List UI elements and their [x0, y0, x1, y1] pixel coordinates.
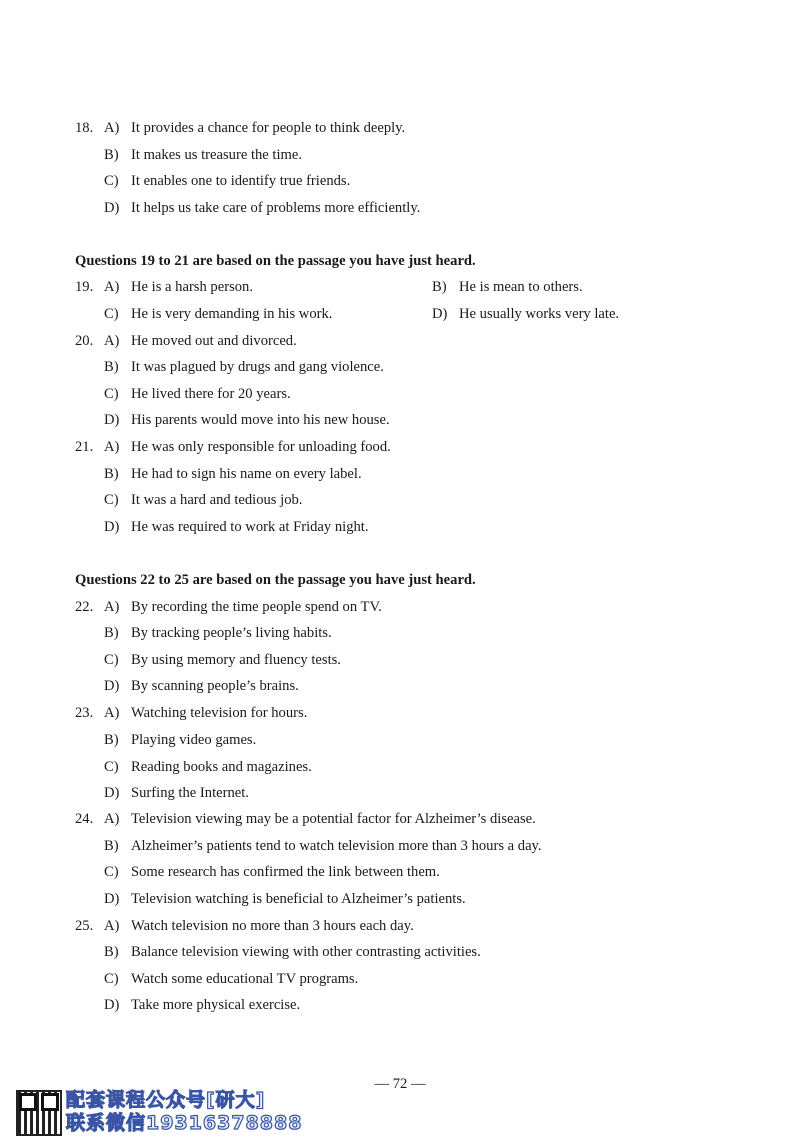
option-text: Watch some educational TV programs. [131, 971, 359, 987]
option-text: He lived there for 20 years. [131, 386, 291, 402]
option-text: He is mean to others. [459, 279, 583, 295]
qr-code-icon [16, 1090, 62, 1136]
option-text: Some research has confirmed the link between them. [131, 864, 440, 880]
option-text: He was required to work at Friday night. [131, 519, 369, 535]
page-number: — 72 — [374, 1076, 426, 1092]
option-text: By tracking people’s living habits. [131, 625, 332, 641]
option-letter: B) [104, 732, 119, 748]
option-letter: B) [104, 838, 119, 854]
option-text: He was only responsible for unloading food. [131, 439, 391, 455]
option-text: By recording the time people spend on TV. [131, 599, 382, 615]
option-letter: D) [104, 891, 120, 907]
option-text: Take more physical exercise. [131, 997, 301, 1013]
option-letter: A) [104, 811, 120, 827]
question-number: 25. [75, 918, 94, 934]
option-letter: C) [104, 386, 119, 402]
option-letter: A) [104, 599, 120, 615]
option-text: It helps us take care of problems more efficiently. [131, 200, 421, 216]
option-text: He moved out and divorced. [131, 333, 297, 349]
option-text: He is a harsh person. [131, 279, 253, 295]
option-letter: A) [104, 918, 120, 934]
option-text: Surfing the Internet. [131, 785, 249, 801]
option-letter: B) [104, 359, 119, 375]
option-text: Television viewing may be a potential factor for Alzheimer’s disease. [131, 811, 536, 827]
question-number: 23. [75, 705, 94, 721]
option-letter: D) [104, 200, 120, 216]
option-letter: A) [104, 333, 120, 349]
option-text: It was plagued by drugs and gang violence. [131, 359, 384, 375]
option-letter: D) [432, 306, 448, 322]
option-text: Watch television no more than 3 hours each day. [131, 918, 414, 934]
option-letter: C) [104, 652, 119, 668]
option-letter: C) [104, 492, 119, 508]
option-letter: A) [104, 705, 120, 721]
option-text: Television watching is beneficial to Alzheimer’s patients. [131, 891, 466, 907]
question-number: 24. [75, 811, 94, 827]
option-letter: D) [104, 519, 120, 535]
question-number: 20. [75, 333, 94, 349]
option-letter: C) [104, 864, 119, 880]
option-letter: B) [104, 147, 119, 163]
question-number: 21. [75, 439, 94, 455]
option-text: Balance television viewing with other contrasting activities. [131, 944, 481, 960]
section-heading-22-25: Questions 22 to 25 are based on the passage you have just heard. [75, 572, 476, 588]
option-text: It enables one to identify true friends. [131, 173, 351, 189]
option-text: He is very demanding in his work. [131, 306, 333, 322]
option-text: It makes us treasure the time. [131, 147, 303, 163]
question-number: 22. [75, 599, 94, 615]
question-number: 18. [75, 120, 94, 136]
option-letter: B) [104, 944, 119, 960]
option-letter: B) [432, 279, 447, 295]
option-letter: D) [104, 785, 120, 801]
option-letter: C) [104, 173, 119, 189]
option-text: It was a hard and tedious job. [131, 492, 303, 508]
option-letter: D) [104, 412, 120, 428]
option-letter: A) [104, 439, 120, 455]
option-text: By scanning people’s brains. [131, 678, 299, 694]
option-text: His parents would move into his new house. [131, 412, 390, 428]
section-heading-19-21: Questions 19 to 21 are based on the passage you have just heard. [75, 253, 476, 269]
option-letter: D) [104, 678, 120, 694]
watermark-line-2: 联系微信19316378888 [66, 1112, 303, 1134]
option-text: Playing video games. [131, 732, 257, 748]
option-letter: B) [104, 625, 119, 641]
option-letter: C) [104, 759, 119, 775]
option-text: By using memory and fluency tests. [131, 652, 341, 668]
option-text: Reading books and magazines. [131, 759, 312, 775]
option-letter: B) [104, 466, 119, 482]
option-letter: A) [104, 279, 120, 295]
option-text: He usually works very late. [459, 306, 620, 322]
option-text: It provides a chance for people to think deeply. [131, 120, 406, 136]
option-letter: A) [104, 120, 120, 136]
option-text: Watching television for hours. [131, 705, 308, 721]
watermark-line-1: 配套课程公众号[研大] [66, 1089, 266, 1111]
question-number: 19. [75, 279, 94, 295]
option-text: He had to sign his name on every label. [131, 466, 362, 482]
option-letter: C) [104, 306, 119, 322]
option-text: Alzheimer’s patients tend to watch television more than 3 hours a day. [131, 838, 542, 854]
option-letter: C) [104, 971, 119, 987]
option-letter: D) [104, 997, 120, 1013]
